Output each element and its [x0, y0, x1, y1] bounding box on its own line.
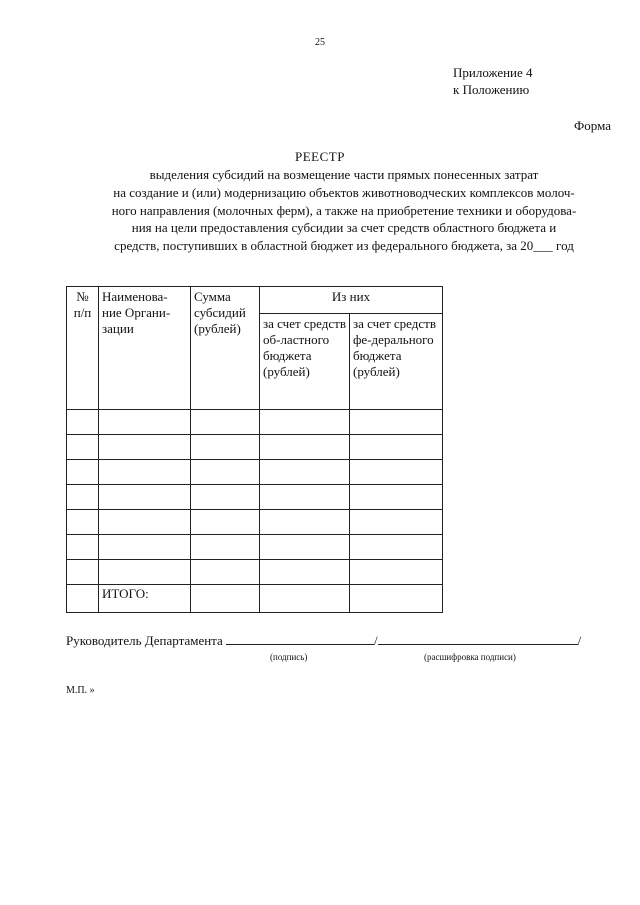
- total-label: ИТОГО:: [99, 585, 191, 613]
- table-cell[interactable]: [260, 410, 350, 435]
- appendix-line-2: к Положению: [453, 82, 530, 97]
- header-organization: Наименова-ние Органи-зации: [99, 287, 191, 410]
- table-cell[interactable]: [191, 560, 260, 585]
- seal-placeholder: М.П. »: [66, 685, 95, 696]
- table-cell[interactable]: [67, 535, 99, 560]
- table-cell[interactable]: [260, 510, 350, 535]
- table-cell[interactable]: [191, 485, 260, 510]
- table-cell[interactable]: [191, 410, 260, 435]
- table-cell[interactable]: [191, 460, 260, 485]
- signature-decode-caption: (расшифровка подписи): [424, 652, 516, 662]
- form-label: Форма: [574, 118, 611, 133]
- table-cell[interactable]: [260, 585, 350, 613]
- signature-decode-field[interactable]: [378, 632, 578, 645]
- table-cell[interactable]: [260, 485, 350, 510]
- table-row: [67, 535, 443, 560]
- table-row: [67, 560, 443, 585]
- table-cell[interactable]: [260, 560, 350, 585]
- table-cell[interactable]: [67, 410, 99, 435]
- document-subtitle: [70, 166, 618, 255]
- table-cell[interactable]: [99, 535, 191, 560]
- table-cell[interactable]: [99, 510, 191, 535]
- signature-caption: (подпись): [270, 652, 308, 662]
- signature-field[interactable]: [226, 632, 374, 645]
- table-cell[interactable]: [67, 435, 99, 460]
- table-cell[interactable]: [67, 585, 99, 613]
- table-cell[interactable]: [67, 560, 99, 585]
- header-of-them: Из них: [260, 287, 443, 314]
- table-cell[interactable]: [350, 510, 443, 535]
- document-title: РЕЕСТР: [295, 149, 345, 164]
- table-cell[interactable]: [350, 535, 443, 560]
- table-cell[interactable]: [191, 435, 260, 460]
- table-cell[interactable]: [191, 585, 260, 613]
- subtitle-line: ния на цели предоставления субсидии за счет средств областного бюджета и: [131, 220, 557, 236]
- table-cell[interactable]: [191, 535, 260, 560]
- table-cell[interactable]: [350, 410, 443, 435]
- header-sum: Сумма субсидий (рублей): [191, 287, 260, 410]
- signature-line: Руководитель Департамента / /: [66, 633, 582, 648]
- appendix-line-1: Приложение 4: [453, 65, 533, 80]
- total-row: [67, 585, 443, 613]
- header-number: № п/п: [67, 287, 99, 410]
- table-cell[interactable]: [99, 410, 191, 435]
- table-cell[interactable]: [350, 435, 443, 460]
- table-cell[interactable]: [99, 435, 191, 460]
- page-number: 25: [315, 37, 325, 48]
- subtitle-line: на создание и (или) модернизацию объектов животноводческих комплексов молоч-: [113, 184, 575, 200]
- table-cell[interactable]: [350, 460, 443, 485]
- table-cell[interactable]: [260, 460, 350, 485]
- table-cell[interactable]: [99, 485, 191, 510]
- subtitle-line: средств, поступивших в областной бюджет из федерального бюджета, за 20___ год: [114, 238, 574, 254]
- table-cell[interactable]: [260, 535, 350, 560]
- table-cell[interactable]: [99, 460, 191, 485]
- header-federal-budget: за счет средств фе-дерального бюджета (рублей): [350, 314, 443, 410]
- table-row: [67, 485, 443, 510]
- table-cell[interactable]: [260, 435, 350, 460]
- table-cell[interactable]: [67, 460, 99, 485]
- table-cell[interactable]: [350, 560, 443, 585]
- table-row: [67, 410, 443, 435]
- table-cell[interactable]: [67, 510, 99, 535]
- subtitle-line: выделения субсидий на возмещение части прямых понесенных затрат: [149, 167, 539, 182]
- header-regional-budget: за счет средств об-ластного бюджета (рублей): [260, 314, 350, 410]
- table-row: [67, 460, 443, 485]
- appendix-reference: [453, 64, 533, 98]
- signature-label: Руководитель Департамента: [66, 633, 223, 648]
- table-cell[interactable]: [350, 485, 443, 510]
- table-row: [67, 435, 443, 460]
- table-cell[interactable]: [67, 485, 99, 510]
- registry-table: [66, 286, 443, 613]
- subtitle-line: ного направления (молочных ферм), а также на приобретение техники и оборудова-: [111, 202, 577, 218]
- table-cell[interactable]: [191, 510, 260, 535]
- table-cell[interactable]: [99, 560, 191, 585]
- table-cell[interactable]: [350, 585, 443, 613]
- table-row: [67, 510, 443, 535]
